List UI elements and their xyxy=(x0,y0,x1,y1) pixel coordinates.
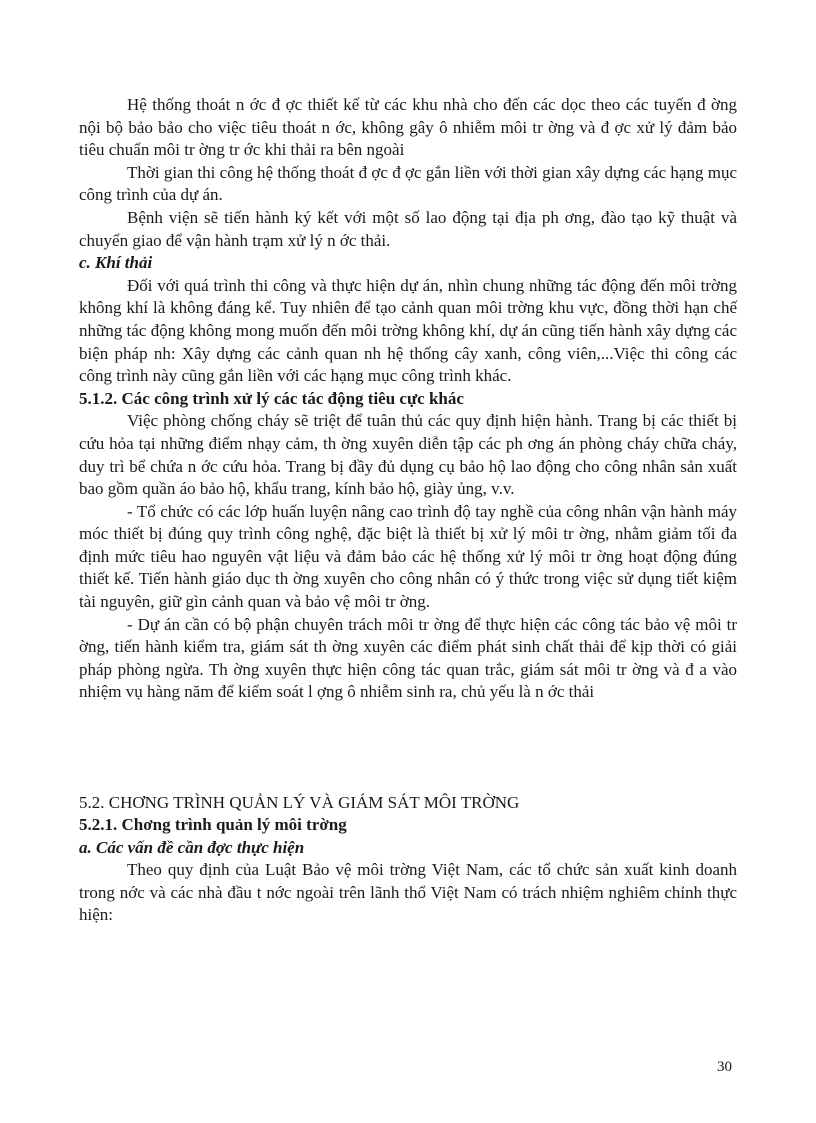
heading-5-1-2: 5.1.2. Các công trình xử lý các tác động tiêu cực khác xyxy=(79,388,464,408)
document-page xyxy=(79,94,737,927)
section-spacer xyxy=(79,704,737,792)
paragraph-environment-law: Theo quy định của Luật Bảo vệ môi trờng Việt Nam, các tổ chức sản xuất kinh doanh trong nớc và các nhà đầu t nớc ngoài trên lãnh thổ Việt Nam có trách nhiệm nghiêm chỉnh thực hiện: xyxy=(79,860,737,925)
paragraph-hospital-training: Bệnh viện sẽ tiến hành ký kết với một số lao động tại địa ph ơng, đào tạo kỹ thuật và chuyển giao để vận hành trạm xử lý n ớc thải. xyxy=(79,207,737,250)
heading-issues-to-implement: a. Các vấn đề cần đợc thực hiện xyxy=(79,837,305,857)
heading-5-2: 5.2. CHƠNG TRÌNH QUẢN LÝ VÀ GIÁM SÁT MÔI TRỜNG xyxy=(79,793,520,813)
paragraph-fire-prevention: Việc phòng chống cháy sẽ triệt để tuân thủ các quy định hiện hành. Trang bị các thiết bị cứu hỏa tại những điểm nhạy cảm, th ờng xuyên diễn tập các ph ơng án phòng cháy chữa cháy, duy trì bể chứa n ớc cứu hỏa. Trang bị đầy đủ dụng cụ bảo hộ lao động cho công nhân sản xuất bao gồm quần áo bảo hộ, khẩu trang, kính bảo hộ, giày ủng, v.v. xyxy=(79,411,737,499)
paragraph-emissions: Đối với quá trình thi công và thực hiện dự án, nhìn chung những tác động đến môi trờng không khí là không đáng kể. Tuy nhiên để tạo cảnh quan môi trờng khu vực, đồng thời hạn chế những tác động không mong muốn đến môi trờng không khí, dự án cũng tiến hành xây dựng các biện pháp nh: Xây dựng các cảnh quan nh hệ thống cây xanh, công viên,...Việc thi công các công trình này cũng gắn liền với các hạng mục công trình khác. xyxy=(79,275,737,386)
paragraph-construction-time: Thời gian thi công hệ thống thoát đ ợc đ ợc gắn liền với thời gian xây dựng các hạng mục công trình của dự án. xyxy=(79,162,737,205)
paragraph-training-classes: - Tổ chức có các lớp huấn luyện nâng cao trình độ tay nghề của công nhân vận hành máy móc thiết bị đúng quy trình công nghệ, đặc biệt là thiết bị xử lý môi tr ờng, nhằm giảm tối đa định mức tiêu hao nguyên vật liệu và đảm bảo các hệ thống xử lý môi tr ờng hoạt động đúng thiết kế. Tiến hành giáo dục th ờng xuyên cho công nhân có ý thức trong việc sử dụng tiết kiệm tài nguyên, giữ gìn cảnh quan và bảo vệ môi tr ờng. xyxy=(79,501,737,612)
page-number: 30 xyxy=(717,1059,732,1075)
heading-5-2-1: 5.2.1. Chơng trình quản lý môi trờng xyxy=(79,815,347,835)
paragraph-environment-department: - Dự án cần có bộ phận chuyên trách môi tr ờng để thực hiện các công tác bảo vệ môi tr ờng, tiến hành kiểm tra, giám sát th ờng xuyên các điểm phát sinh chất thải để kịp thời có giải pháp phòng ngừa. Th ờng xuyên thực hiện công tác quan trắc, giám sát môi tr ờng và đ a vào nhiệm vụ hàng năm để kiểm soát l ợng ô nhiễm sinh ra, chủ yếu là n ớc thải xyxy=(79,614,737,702)
heading-emissions: c. Khí thải xyxy=(79,253,153,273)
paragraph-drainage-system: Hệ thống thoát n ớc đ ợc thiết kế từ các khu nhà cho đến các dọc theo các tuyến đ ờng nội bộ bảo bảo cho việc tiêu thoát n ớc, không gây ô nhiễm môi tr ờng và đ ợc xử lý đảm bảo tiêu chuẩn môi tr ờng tr ớc khi thải ra bên ngoài xyxy=(79,95,737,160)
